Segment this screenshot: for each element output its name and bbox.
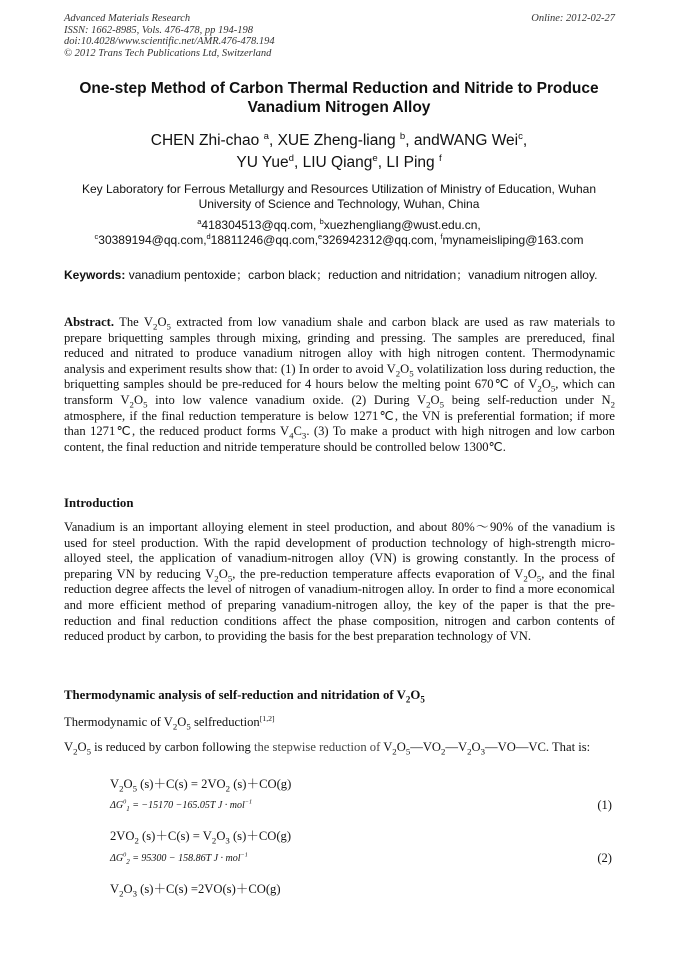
subscript: 5 <box>166 321 171 332</box>
abstract-text: O <box>157 315 167 329</box>
affil-mark: a <box>263 130 269 142</box>
subscript: 2 <box>214 573 219 584</box>
subscript: 5 <box>536 573 542 584</box>
abstract-text: . (3) To make a product with high nitrogen and low carbon content, the final reduction and nitride temperature should be controlled below 1300℃. <box>64 424 615 454</box>
subscript: 2 <box>523 573 528 584</box>
eq-text: O <box>216 829 226 843</box>
eq-text: (s)＋CO(g) <box>229 829 292 843</box>
author-chen: CHEN Zhi-chao <box>150 132 264 149</box>
author-line-1 <box>40 130 638 152</box>
online-date: Online: 2012-02-27 <box>531 13 615 24</box>
subscript: 2 <box>119 888 124 899</box>
abstract-text: atmosphere, if the final reduction temperature is below 1271℃, the VN is preferential formation; if more than 1271℃, the reduced product forms V <box>64 408 615 439</box>
title-line-1: One-step Method of Carbon Thermal Reduction and Nitride to Produce <box>79 80 599 97</box>
subscript: 5 <box>227 573 233 584</box>
author-line-2 <box>40 152 638 174</box>
author-xue: , XUE Zheng-liang <box>268 132 400 149</box>
affil-mark: f <box>438 152 442 164</box>
subscript: 2 <box>537 383 542 394</box>
subscript: 2 <box>119 783 124 794</box>
email-e: 326942312@qq.com, <box>322 233 441 247</box>
affiliation <box>40 182 638 212</box>
heading-text: Thermodynamic analysis of self-reduction and nitridation of V <box>64 688 406 702</box>
author-list <box>40 130 638 174</box>
body-text: the stepwise reduction of <box>254 740 381 754</box>
affil-mark: d <box>206 232 211 241</box>
stepwise-reduction-text <box>64 740 615 756</box>
subscript: 3 <box>132 888 138 899</box>
subscript: 2 <box>211 835 217 846</box>
subscript: 5 <box>186 721 191 732</box>
equation-number-2: (2) <box>597 851 612 865</box>
keywords <box>64 268 615 284</box>
gibbs-equation-2 <box>110 853 248 864</box>
abstract-text: O <box>430 392 440 407</box>
abstract-text: , which can transform V <box>64 377 615 407</box>
affiliation-line-2: University of Science and Technology, Wuhan, China <box>198 197 480 211</box>
affil-mark: e <box>318 232 323 241</box>
eq-text: 2VO <box>110 829 135 843</box>
subscript: 5 <box>132 783 138 794</box>
email-b: xuezhengliang@wust.edu.cn, <box>323 218 481 232</box>
abstract-text: C <box>293 424 302 439</box>
body-text: V <box>64 740 74 754</box>
reaction-1 <box>110 773 291 792</box>
email-a: 418304513@qq.com, <box>201 218 320 232</box>
eq-text: ΔG <box>110 853 124 864</box>
email-c: 30389194@qq.com, <box>98 233 207 247</box>
subscript: 2 <box>129 399 134 410</box>
subsection-heading <box>64 715 275 731</box>
body-text: is reduced by carbon following <box>91 740 255 754</box>
section-heading-introduction: Introduction <box>64 496 134 510</box>
equation-number-1: (1) <box>597 798 612 812</box>
subscript: 2 <box>134 835 139 846</box>
abstract-text: The V <box>114 315 154 329</box>
reaction-3 <box>110 878 281 897</box>
abstract-text: O <box>541 377 551 392</box>
intro-text: O <box>527 566 537 581</box>
abstract-label: Abstract. <box>64 315 115 329</box>
subscript: 5 <box>550 383 556 394</box>
email-list <box>40 218 638 248</box>
eq-text: = 95300 − 158.86T J · mol <box>129 853 241 864</box>
body-text: —VO—VC. That is: <box>485 740 591 754</box>
journal-name: Advanced Materials Research <box>64 13 191 24</box>
subscript: 2 <box>610 399 616 410</box>
abstract-text: into low valence vanadium oxide. (2) During V <box>147 392 427 407</box>
introduction-paragraph <box>64 520 615 645</box>
superscript: 0 <box>123 851 127 859</box>
abstract-text: O <box>133 392 144 407</box>
body-text: O <box>396 740 406 754</box>
subscript: 2 <box>73 746 78 757</box>
subscript: 2 <box>441 746 446 757</box>
affiliation-line-1: Key Laboratory for Ferrous Metallurgy and Resources Utilization of Ministry of Education, Wuhan <box>81 182 596 196</box>
superscript: −1 <box>240 851 248 859</box>
affil-mark: a <box>197 217 202 226</box>
affil-mark: c <box>518 130 523 142</box>
author-sep: , <box>522 132 528 149</box>
intro-text: , the pre-reduction temperature affects evaporation of V <box>232 566 524 581</box>
email-f: mynameisliping@163.com <box>442 233 584 247</box>
reaction-2 <box>110 825 291 844</box>
affil-mark: c <box>94 232 99 241</box>
author-wang: , andWANG Wei <box>405 132 519 149</box>
abstract-text: O <box>400 361 410 376</box>
abstract-text: extracted from low vanadium shale and carbon black are used as raw materials to prepare briquetting samples through mixing, grinding and pressing. The samples are prereduced, final reduced and nitrated to produce vanadium nitrogen alloy with high nitrogen content. Thermodynamic analysis and experiment results show that: (1) In order to avoid V <box>64 315 615 376</box>
email-line-1 <box>40 218 638 233</box>
affil-mark: f <box>440 232 443 241</box>
affil-mark: e <box>372 152 378 164</box>
abstract <box>64 315 615 455</box>
eq-text: (s)＋C(s) = 2VO <box>137 777 226 791</box>
author-yu: YU Yue <box>236 154 289 171</box>
eq-text: V <box>110 777 120 791</box>
body-text: V <box>380 740 393 754</box>
issn-line: ISSN: 1662-8985, Vols. 476-478, pp 194-198 <box>64 24 253 36</box>
subscript: 5 <box>409 368 414 379</box>
keywords-text: vanadium pentoxide；carbon black；reduction and nitridation；vanadium nitrogen alloy. <box>125 268 598 282</box>
eq-text: ΔG <box>110 800 124 811</box>
body-text: —VO <box>410 740 442 754</box>
subscript: 3 <box>301 430 307 441</box>
subscript: 2 <box>426 399 431 410</box>
doi-line: doi:10.4028/www.scientific.net/AMR.476-478.194 <box>64 36 275 47</box>
keywords-label: Keywords: <box>64 268 126 282</box>
email-line-2 <box>40 233 638 248</box>
affil-mark: b <box>399 130 406 142</box>
author-liu: , LIU Qiang <box>294 154 373 171</box>
subscript: 2 <box>467 746 472 757</box>
affil-mark: d <box>288 152 295 164</box>
copyright-line: © 2012 Trans Tech Publications Ltd, Switzerland <box>64 47 272 59</box>
eq-text: (s)＋C(s) =2VO(s)＋CO(g) <box>137 882 281 896</box>
intro-text: , and the final reduction degree affects the level of nitrogen of vanadium-nitrogen alloy. In order to find a more economical and more efficient method of preparing vanadium-nitrogen alloy, the key of the paper is that the pre-reduction and final reduction conditions affect the phase composition, nitrogen and carbon contents of reduced product by carbon, to providing the basis for the best preparation technology of VN. <box>64 566 615 644</box>
citation: [1,2] <box>259 713 275 723</box>
journal-header <box>64 13 615 59</box>
abstract-text: volatilization loss during reduction, the briquetting samples should be pre-reduced for 4 hours below the melting point 670℃ of V <box>64 361 616 392</box>
eq-text: O <box>123 777 133 791</box>
body-text: O <box>471 740 481 754</box>
subscript: 1 <box>126 805 130 813</box>
subscript: 3 <box>480 746 486 757</box>
section-heading-thermodynamic <box>64 688 425 703</box>
heading-text: O <box>410 688 421 702</box>
intro-text: O <box>218 566 228 581</box>
title-line-2: Vanadium Nitrogen Alloy <box>247 99 431 116</box>
affil-mark: b <box>319 217 324 226</box>
email-d: 18811246@qq.com, <box>210 233 319 247</box>
subscript: 2 <box>395 368 401 379</box>
gibbs-equation-1 <box>110 800 252 811</box>
subscript: 5 <box>439 399 445 410</box>
superscript: −1 <box>244 798 253 806</box>
subscript: 5 <box>86 746 92 757</box>
body-text: —V <box>445 740 468 754</box>
subheading-text: selfreduction <box>190 715 260 729</box>
body-text: O <box>77 740 87 754</box>
eq-text: (s)＋C(s) = V <box>138 829 212 843</box>
subscript: 2 <box>392 746 397 757</box>
subscript: 2 <box>172 721 178 732</box>
subscript: 3 <box>225 835 230 846</box>
subscript: 5 <box>143 399 148 410</box>
subheading-text: Thermodynamic of V <box>64 715 173 729</box>
subscript: 4 <box>289 430 294 441</box>
superscript: 0 <box>123 798 127 806</box>
intro-text: Vanadium is an important alloying element in steel production, and about 80%～90% of the vanadium is used for steel production. With the rapid development of production technology of high-strength micro-alloyed steel, the application of vanadium-nitrogen alloy (VN) is growing constantly. In the process of preparing VN by reducing V <box>64 520 615 581</box>
subscript: 2 <box>405 694 411 705</box>
author-li: , LI Ping <box>377 154 439 171</box>
eq-text: = −15170 −165.05T J · mol <box>129 800 245 811</box>
eq-text: V <box>110 882 120 896</box>
subscript: 5 <box>405 746 411 757</box>
abstract-text: being self-reduction under N <box>444 392 611 407</box>
eq-text: O <box>123 882 133 896</box>
subscript: 2 <box>126 858 130 866</box>
subheading-text: O <box>177 715 187 729</box>
subscript: 5 <box>420 694 425 705</box>
paper-title <box>40 79 638 117</box>
subscript: 2 <box>225 783 231 794</box>
subscript: 2 <box>153 321 158 332</box>
eq-text: (s)＋CO(g) <box>230 777 292 791</box>
